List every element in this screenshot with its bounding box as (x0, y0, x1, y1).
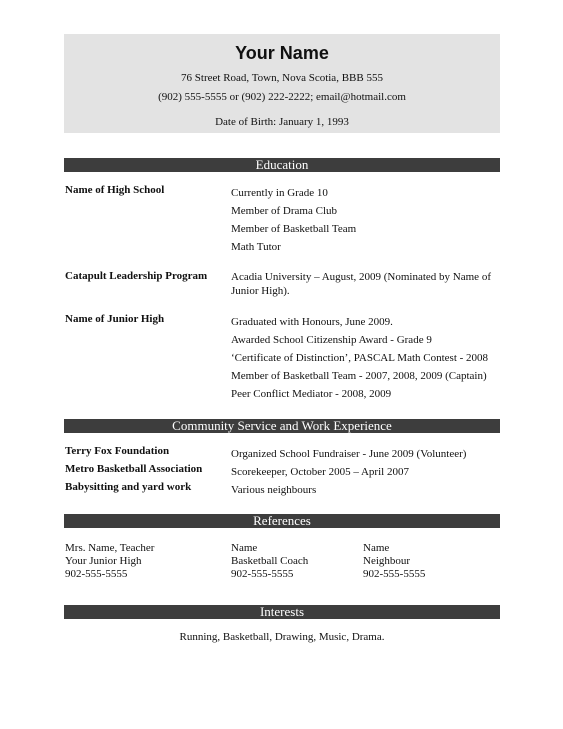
section-heading-interests: Interests (64, 605, 500, 619)
candidate-name: Your Name (235, 43, 329, 63)
entry-detail: Member of Basketball Team - 2007, 2008, 2009 (Captain) (231, 370, 487, 382)
entry-detail: Awarded School Citizenship Award - Grade 9 (231, 334, 432, 346)
entry-label: Name of High School (65, 184, 165, 196)
reference-name: Mrs. Name, Teacher (65, 542, 155, 554)
community-list (64, 445, 504, 499)
date-of-birth: Date of Birth: January 1, 1993 (215, 116, 349, 128)
resume-header (64, 34, 500, 133)
education-junior-high (64, 313, 504, 403)
reference-phone: 902-555-5555 (65, 568, 128, 580)
interests-text: Running, Basketball, Drawing, Music, Drama. (179, 631, 385, 643)
entry-detail: Graduated with Honours, June 2009. (231, 316, 393, 328)
entry-detail: Math Tutor (231, 241, 281, 253)
entry-label: Terry Fox Foundation (65, 445, 170, 457)
entry-detail: Organized School Fundraiser - June 2009 (Volunteer) (231, 448, 467, 460)
entry-detail: Various neighbours (231, 484, 317, 496)
reference-phone: 902-555-5555 (363, 568, 426, 580)
entry-detail: Member of Basketball Team (231, 223, 357, 235)
reference-entry (65, 542, 154, 581)
entry-detail: Currently in Grade 10 (231, 187, 328, 199)
reference-name: Name (363, 542, 390, 554)
section-heading-education: Education (64, 158, 500, 172)
entry-detail: Scorekeeper, October 2005 – April 2007 (231, 466, 409, 478)
entry-label: Babysitting and yard work (65, 481, 192, 493)
entry-label: Catapult Leadership Program (65, 270, 208, 282)
address: 76 Street Road, Town, Nova Scotia, BBB 555 (181, 72, 383, 84)
reference-role: Basketball Coach (231, 555, 309, 567)
entry-detail: ‘Certificate of Distinction’, PASCAL Math Contest - 2008 (231, 352, 489, 364)
section-heading-community: Community Service and Work Experience (64, 419, 500, 433)
reference-role: Your Junior High (65, 555, 142, 567)
entry-label: Name of Junior High (65, 313, 165, 325)
section-heading-references: References (64, 514, 500, 528)
reference-name: Name (231, 542, 258, 554)
reference-entry (231, 542, 308, 581)
education-high-school (64, 184, 504, 256)
reference-phone: 902-555-5555 (231, 568, 294, 580)
list-item (64, 481, 504, 499)
entry-detail: Acadia University – August, 2009 (Nominated by Name of (231, 271, 491, 283)
contact-info: (902) 555-5555 or (902) 222-2222; email@hotmail.com (158, 91, 406, 103)
list-item (64, 463, 504, 481)
entry-label: Metro Basketball Association (65, 463, 203, 475)
entry-detail: Junior High). (231, 285, 290, 297)
reference-role: Neighbour (363, 555, 411, 567)
education-catapult (64, 270, 504, 298)
list-item (64, 445, 504, 463)
entry-detail: Peer Conflict Mediator - 2008, 2009 (231, 388, 392, 400)
entry-detail: Member of Drama Club (231, 205, 337, 217)
reference-entry (363, 542, 425, 581)
